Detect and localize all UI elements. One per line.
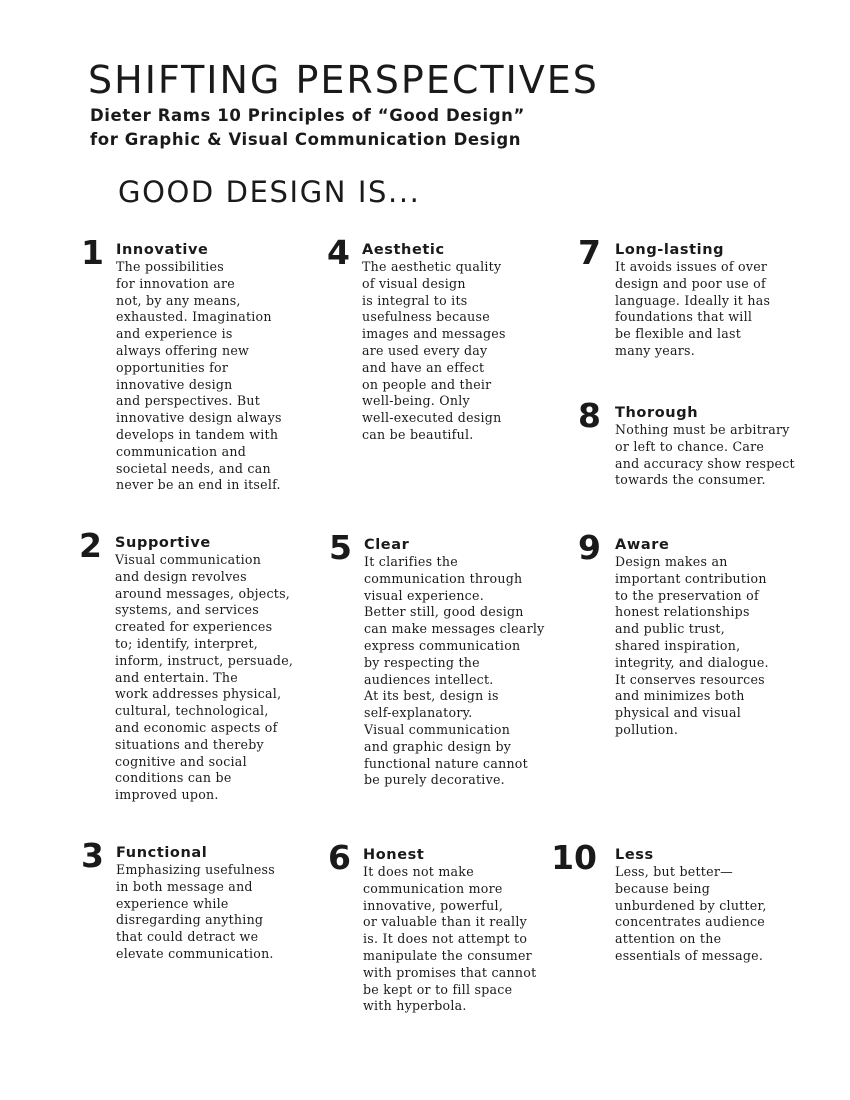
body-line: express communication	[364, 637, 521, 653]
body-line: or valuable than it really	[363, 914, 527, 930]
body-line: can be beautiful.	[362, 426, 474, 442]
body-line: that could detract we	[116, 929, 259, 945]
body-line: and perspectives. But	[116, 393, 261, 409]
body-line: cognitive and social	[115, 753, 247, 769]
principle-body	[364, 554, 559, 789]
page-title: SHIFTING PERSPECTIVES	[88, 58, 599, 102]
body-line: improved upon.	[115, 787, 219, 803]
body-line: to the preservation of	[615, 587, 759, 603]
body-line: foundations that will	[615, 309, 753, 325]
principle-1	[81, 233, 316, 494]
body-line: and minimizes both	[615, 688, 745, 704]
body-line: with hyperbola.	[363, 998, 467, 1014]
body-line: essentials of message.	[615, 947, 764, 963]
principle-body	[116, 259, 316, 494]
body-line: It does not make	[363, 864, 474, 879]
principle-9	[578, 528, 810, 739]
body-line: situations and thereby	[115, 736, 264, 752]
principle-number: 7	[578, 233, 601, 272]
body-line: to; identify, interpret,	[115, 635, 259, 651]
subtitle-line-1: Dieter Rams 10 Principles of “Good Design”	[90, 106, 525, 125]
body-line: opportunities for	[116, 359, 229, 375]
principle-5	[329, 528, 559, 789]
body-line: because being	[615, 880, 711, 896]
principle-8	[578, 396, 810, 489]
body-line: Nothing must be arbitrary	[615, 422, 790, 437]
principle-body	[362, 259, 552, 444]
principle-number: 10	[551, 838, 597, 877]
body-line: conditions can be	[115, 770, 232, 786]
body-line: towards the consumer.	[615, 472, 766, 488]
body-line: in both message and	[116, 878, 253, 894]
principle-number: 8	[578, 396, 601, 435]
body-line: and entertain. The	[115, 669, 238, 685]
body-line: can make messages clearly	[364, 621, 545, 637]
body-line: elevate communication.	[116, 945, 274, 961]
body-line: be purely decorative.	[364, 772, 505, 788]
body-line: and experience is	[116, 326, 233, 342]
body-line: design and poor use of	[615, 275, 766, 291]
body-line: audiences intellect.	[364, 671, 494, 687]
body-line: Design makes an	[615, 554, 728, 569]
principle-7	[578, 233, 810, 360]
principle-number: 4	[327, 233, 350, 272]
body-line: on people and their	[362, 376, 492, 392]
principle-number: 6	[328, 838, 351, 877]
principle-title: Clear	[364, 537, 410, 553]
principle-title: Honest	[363, 847, 425, 863]
body-line: be kept or to fill space	[363, 981, 513, 997]
body-line: Visual communication	[364, 721, 511, 737]
body-line: visual experience.	[364, 587, 484, 603]
body-line: usefulness because	[362, 309, 490, 325]
principle-2	[79, 526, 315, 804]
body-line: language. Ideally it has	[615, 292, 771, 308]
principle-number: 1	[81, 233, 104, 272]
principle-number: 2	[79, 526, 102, 565]
body-line: created for experiences	[115, 619, 273, 635]
body-line: develops in tandem with	[116, 426, 279, 442]
principle-number: 5	[329, 528, 352, 567]
principle-body	[115, 552, 315, 804]
body-line: important contribution	[615, 570, 767, 586]
body-line: and economic aspects of	[115, 719, 278, 735]
body-line: manipulate the consumer	[363, 947, 532, 963]
subtitle-line-2: for Graphic & Visual Communication Design	[90, 130, 522, 149]
principle-body	[363, 864, 558, 1015]
body-line: systems, and services	[115, 602, 259, 618]
principle-title: Innovative	[116, 242, 209, 258]
principle-3	[81, 836, 316, 963]
body-line: The possibilities	[116, 259, 224, 274]
principle-title: Aesthetic	[362, 242, 445, 258]
body-line: for innovation are	[116, 275, 235, 291]
body-line: inform, instruct, persuade,	[115, 652, 294, 668]
body-line: The aesthetic quality	[362, 259, 502, 274]
body-line: well-executed design	[362, 410, 502, 426]
body-line: disregarding anything	[116, 912, 264, 928]
body-line: not, by any means,	[116, 292, 241, 308]
body-line: integrity, and dialogue.	[615, 654, 769, 670]
body-line: experience while	[116, 895, 229, 911]
body-line: and accuracy show respect	[615, 455, 795, 471]
body-line: attention on the	[615, 931, 722, 947]
body-line: cultural, technological,	[115, 703, 269, 719]
principle-title: Thorough	[615, 405, 699, 421]
body-line: and have an effect	[362, 359, 485, 375]
body-line: Emphasizing usefulness	[116, 862, 275, 877]
body-line: and public trust,	[615, 621, 725, 637]
body-line: It conserves resources	[615, 671, 765, 687]
principle-title: Less	[615, 847, 654, 863]
body-line: by respecting the	[364, 654, 480, 670]
principle-body	[615, 864, 810, 965]
body-line: innovative, powerful,	[363, 897, 504, 913]
body-line: be flexible and last	[615, 326, 742, 342]
body-line: communication through	[364, 570, 523, 586]
body-line: exhausted. Imagination	[116, 309, 272, 325]
body-line: societal needs, and can	[116, 460, 271, 476]
body-line: Better still, good design	[364, 604, 524, 620]
body-line: pollution.	[615, 721, 679, 737]
principle-number: 3	[81, 836, 104, 875]
body-line: and design revolves	[115, 568, 247, 584]
body-line: Less, but better—	[615, 864, 733, 879]
body-line: of visual design	[362, 275, 466, 291]
body-line: unburdened by clutter,	[615, 897, 767, 913]
body-line: communication more	[363, 880, 503, 896]
body-line: always offering new	[116, 342, 250, 358]
body-line: images and messages	[362, 326, 506, 342]
principle-number: 9	[578, 528, 601, 567]
principle-title: Aware	[615, 537, 670, 553]
body-line: are used every day	[362, 342, 488, 358]
body-line: innovative design always	[116, 410, 282, 426]
body-line: is. It does not attempt to	[363, 931, 528, 947]
page-subtitle	[90, 104, 525, 152]
body-line: is integral to its	[362, 292, 468, 308]
body-line: never be an end in itself.	[116, 477, 281, 493]
body-line: It avoids issues of over	[615, 259, 768, 274]
body-line: around messages, objects,	[115, 585, 291, 601]
principle-10	[551, 838, 810, 965]
body-line: work addresses physical,	[115, 686, 282, 702]
principle-body	[615, 554, 810, 739]
principle-body	[615, 259, 810, 360]
body-line: shared inspiration,	[615, 637, 741, 653]
principle-4	[327, 233, 552, 444]
principle-title: Functional	[116, 845, 208, 861]
body-line: Visual communication	[115, 552, 262, 567]
section-heading: GOOD DESIGN IS...	[118, 175, 421, 209]
principle-title: Supportive	[115, 535, 211, 551]
body-line: innovative design	[116, 376, 233, 392]
body-line: honest relationships	[615, 604, 750, 620]
principle-body	[615, 422, 810, 489]
body-line: functional nature cannot	[364, 755, 528, 771]
body-line: or left to chance. Care	[615, 438, 765, 454]
body-line: self-explanatory.	[364, 705, 473, 721]
body-line: many years.	[615, 342, 695, 358]
body-line: and graphic design by	[364, 738, 512, 754]
principle-6	[328, 838, 558, 1015]
principle-title: Long-lasting	[615, 242, 725, 258]
body-line: It clarifies the	[364, 554, 458, 569]
principle-body	[116, 862, 316, 963]
body-line: concentrates audience	[615, 914, 765, 930]
body-line: At its best, design is	[364, 688, 499, 704]
body-line: well-being. Only	[362, 393, 470, 409]
body-line: with promises that cannot	[363, 964, 537, 980]
body-line: communication and	[116, 443, 247, 459]
body-line: physical and visual	[615, 705, 742, 721]
